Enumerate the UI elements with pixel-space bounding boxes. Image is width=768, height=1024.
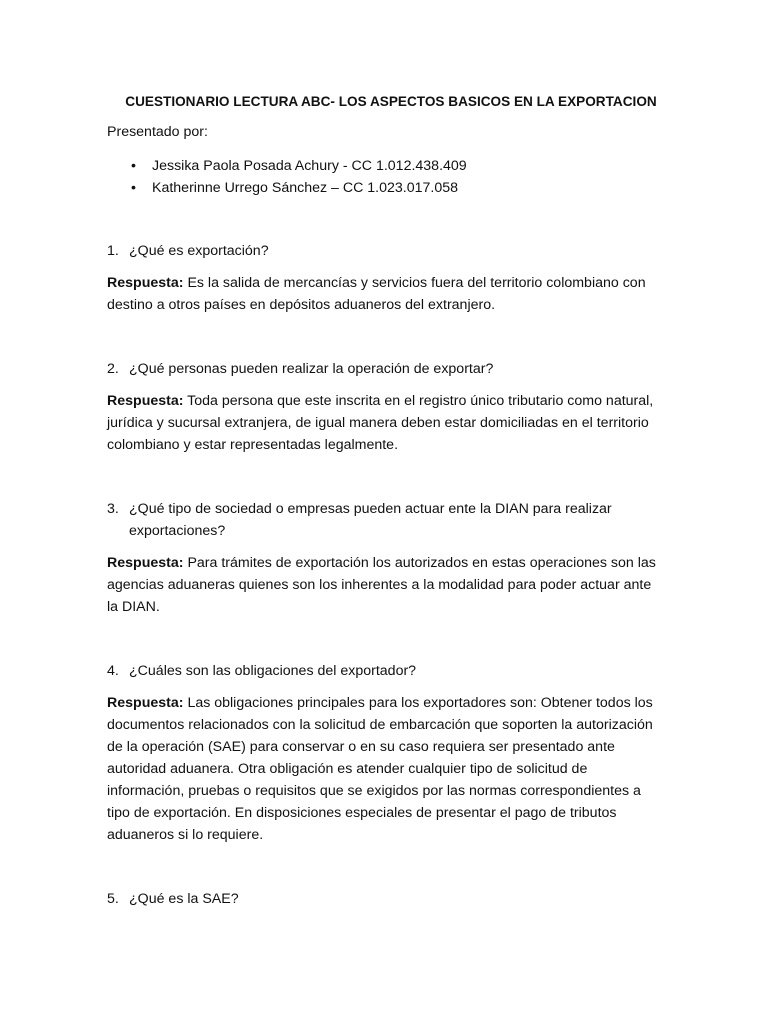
answer-label: Respuesta:	[107, 275, 184, 291]
author-item	[107, 155, 663, 177]
question-2	[107, 358, 663, 380]
question-text: ¿Qué es la SAE?	[129, 891, 239, 907]
question-number: 2.	[107, 361, 119, 377]
author-name: Katherinne Urrego Sánchez – CC 1.023.017.058	[152, 180, 459, 196]
answer-text: Las obligaciones principales para los exportadores son: Obtener todos los documentos relacionados con la solicitud de embarcación que soporten la autorización de la operación (SAE) para conservar o en su caso requiera ser presentado ante autoridad aduanera. Otra obligación es atender cualquier tipo de solicitud de información, pruebas o requisitos que se exigidos por las normas correspondientes a tipo de exportación. En disposiciones especiales de presentar el pago de tributos aduaneros si lo requiere.	[107, 695, 653, 843]
document-title: CUESTIONARIO LECTURA ABC- LOS ASPECTOS BASICOS EN LA EXPORTACION	[125, 94, 657, 109]
question-number: 5.	[107, 891, 119, 907]
author-name: Jessika Paola Posada Achury - CC 1.012.438.409	[152, 158, 467, 174]
answer-3	[107, 552, 663, 618]
bullet-icon: •	[131, 180, 136, 196]
answer-label: Respuesta:	[107, 393, 184, 409]
question-text: ¿Qué personas pueden realizar la operación de exportar?	[129, 361, 494, 377]
presented-by-label: Presentado por:	[107, 124, 208, 140]
answer-text: Toda persona que este inscrita en el registro único tributario como natural, jurídica y sucursal extranjera, de igual manera deben estar domiciliadas en el territorio colombiano y estar representadas legalmente.	[107, 393, 654, 453]
answer-label: Respuesta:	[107, 695, 184, 711]
question-number: 3.	[107, 501, 119, 517]
question-text: ¿Qué tipo de sociedad o empresas pueden actuar ente la DIAN para realizar exportaciones?	[129, 501, 612, 539]
question-5	[107, 888, 663, 910]
answer-text: Para trámites de exportación los autorizados en estas operaciones son las agencias aduaneras quienes son los inherentes a la modalidad para poder actuar ante la DIAN.	[107, 555, 656, 615]
answer-2	[107, 390, 663, 456]
answer-4	[107, 692, 663, 846]
question-number: 4.	[107, 663, 119, 679]
question-1	[107, 240, 663, 262]
answer-label: Respuesta:	[107, 555, 184, 571]
question-4	[107, 660, 663, 682]
question-number: 1.	[107, 243, 119, 259]
question-3	[107, 498, 663, 542]
question-text: ¿Qué es exportación?	[129, 243, 269, 259]
answer-text: Es la salida de mercancías y servicios fuera del territorio colombiano con destino a otros países en depósitos aduaneros del extranjero.	[107, 275, 646, 313]
author-item	[107, 177, 663, 199]
question-text: ¿Cuáles son las obligaciones del exportador?	[129, 663, 417, 679]
document-page	[107, 91, 663, 920]
bullet-icon: •	[131, 158, 136, 174]
author-list	[107, 155, 663, 199]
answer-1	[107, 272, 663, 316]
